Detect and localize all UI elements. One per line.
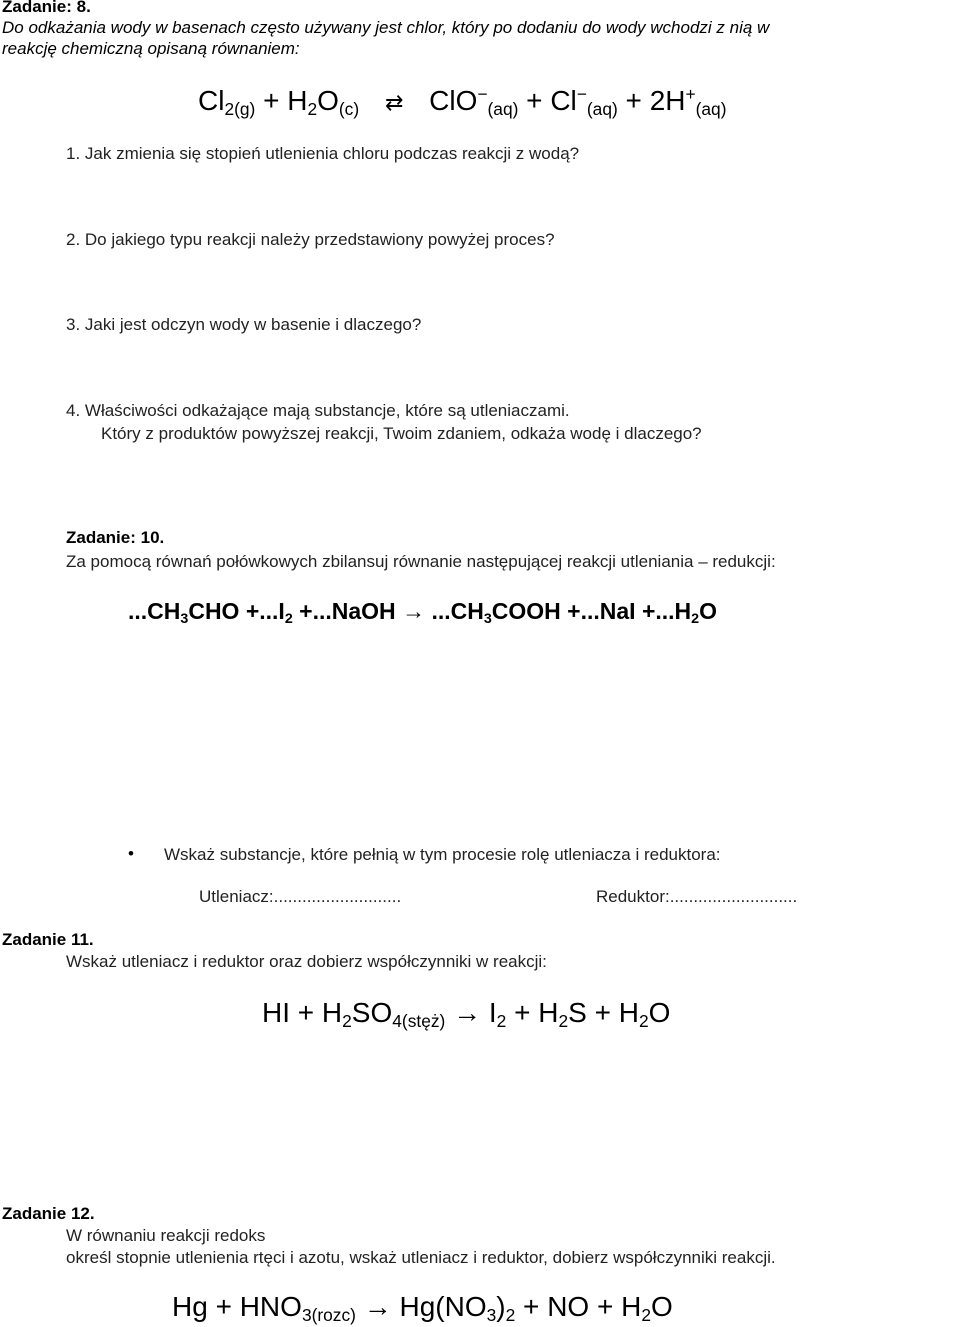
task-10-equation: $...CH_3CHO +...I_2$ +...NaOH → $...CH_3COOH +...NaI +...H_2O$ [128, 598, 717, 627]
task-8-intro-line2: reakcję chemiczną opisaną równaniem: [2, 39, 300, 58]
task-8-equation: $Cl_{2(g)} + H_2O_{(c)}$ ⇄ $ClO^-_{(aq)} + Cl^-_{(aq)} + 2H^+_{(aq)}$ [198, 84, 727, 119]
task-11-title: Zadanie 11. [2, 930, 94, 949]
task-8-question-3: 3. Jaki jest odczyn wody w basenie i dlaczego? [66, 315, 422, 334]
task-8-title: Zadanie: 8. [2, 0, 91, 16]
task-8-intro-line1: Do odkażania wody w basenach często używany jest chlor, który po dodaniu do wody wchodzi z nią w [2, 18, 770, 37]
equilibrium-arrow-icon: ⇄ [384, 90, 404, 115]
task-8-question-1: 1. Jak zmienia się stopień utlenienia chloru podczas reakcji z wodą? [66, 144, 580, 163]
reducer-answer-field[interactable]: Reduktor:........................... [596, 887, 798, 906]
reaction-arrow-icon: → [445, 997, 489, 1028]
task-8-question-4-line1: 4. Właściwości odkażające mają substancje, które są utleniaczami. [66, 401, 570, 420]
task-12-line1: W równaniu reakcji redoks [66, 1226, 266, 1245]
reaction-arrow-icon: → [402, 598, 426, 624]
reaction-arrow-icon: → [355, 1291, 400, 1322]
task-10-bullet-text: Wskaż substancje, które pełnią w tym procesie rolę utleniacza i reduktora: [164, 845, 721, 864]
task-12-title: Zadanie 12. [2, 1204, 95, 1223]
bullet-icon: • [128, 844, 134, 863]
task-10-title: Zadanie: 10. [66, 528, 165, 547]
task-8-question-2: 2. Do jakiego typu reakcji należy przedstawiony powyżej proces? [66, 230, 555, 249]
task-8-question-4-line2: Który z produktów powyższej reakcji, Twoim zdaniem, odkaża wodę i dlaczego? [101, 424, 702, 443]
task-11-equation: HI + $H_2SO_{4(stęż)} \to I_2 + H_2S + H_2O$ [262, 997, 671, 1031]
oxidizer-answer-field[interactable]: Utleniacz:........................... [199, 887, 402, 906]
task-10-instruction: Za pomocą równań połówkowych zbilansuj równanie następującej reakcji utleniania – redukcji: [66, 552, 776, 571]
task-11-instruction: Wskaż utleniacz i reduktor oraz dobierz współczynniki w reakcji: [66, 952, 547, 971]
task-12-equation: $Hg + HNO_{3(rozc)} \to Hg(NO_3)_2$ + NO + $H_2O$ [172, 1291, 673, 1325]
task-12-line2: określ stopnie utlenienia rtęci i azotu, wskaż utleniacz i reduktor, dobierz współczynniki reakcji. [66, 1248, 776, 1267]
